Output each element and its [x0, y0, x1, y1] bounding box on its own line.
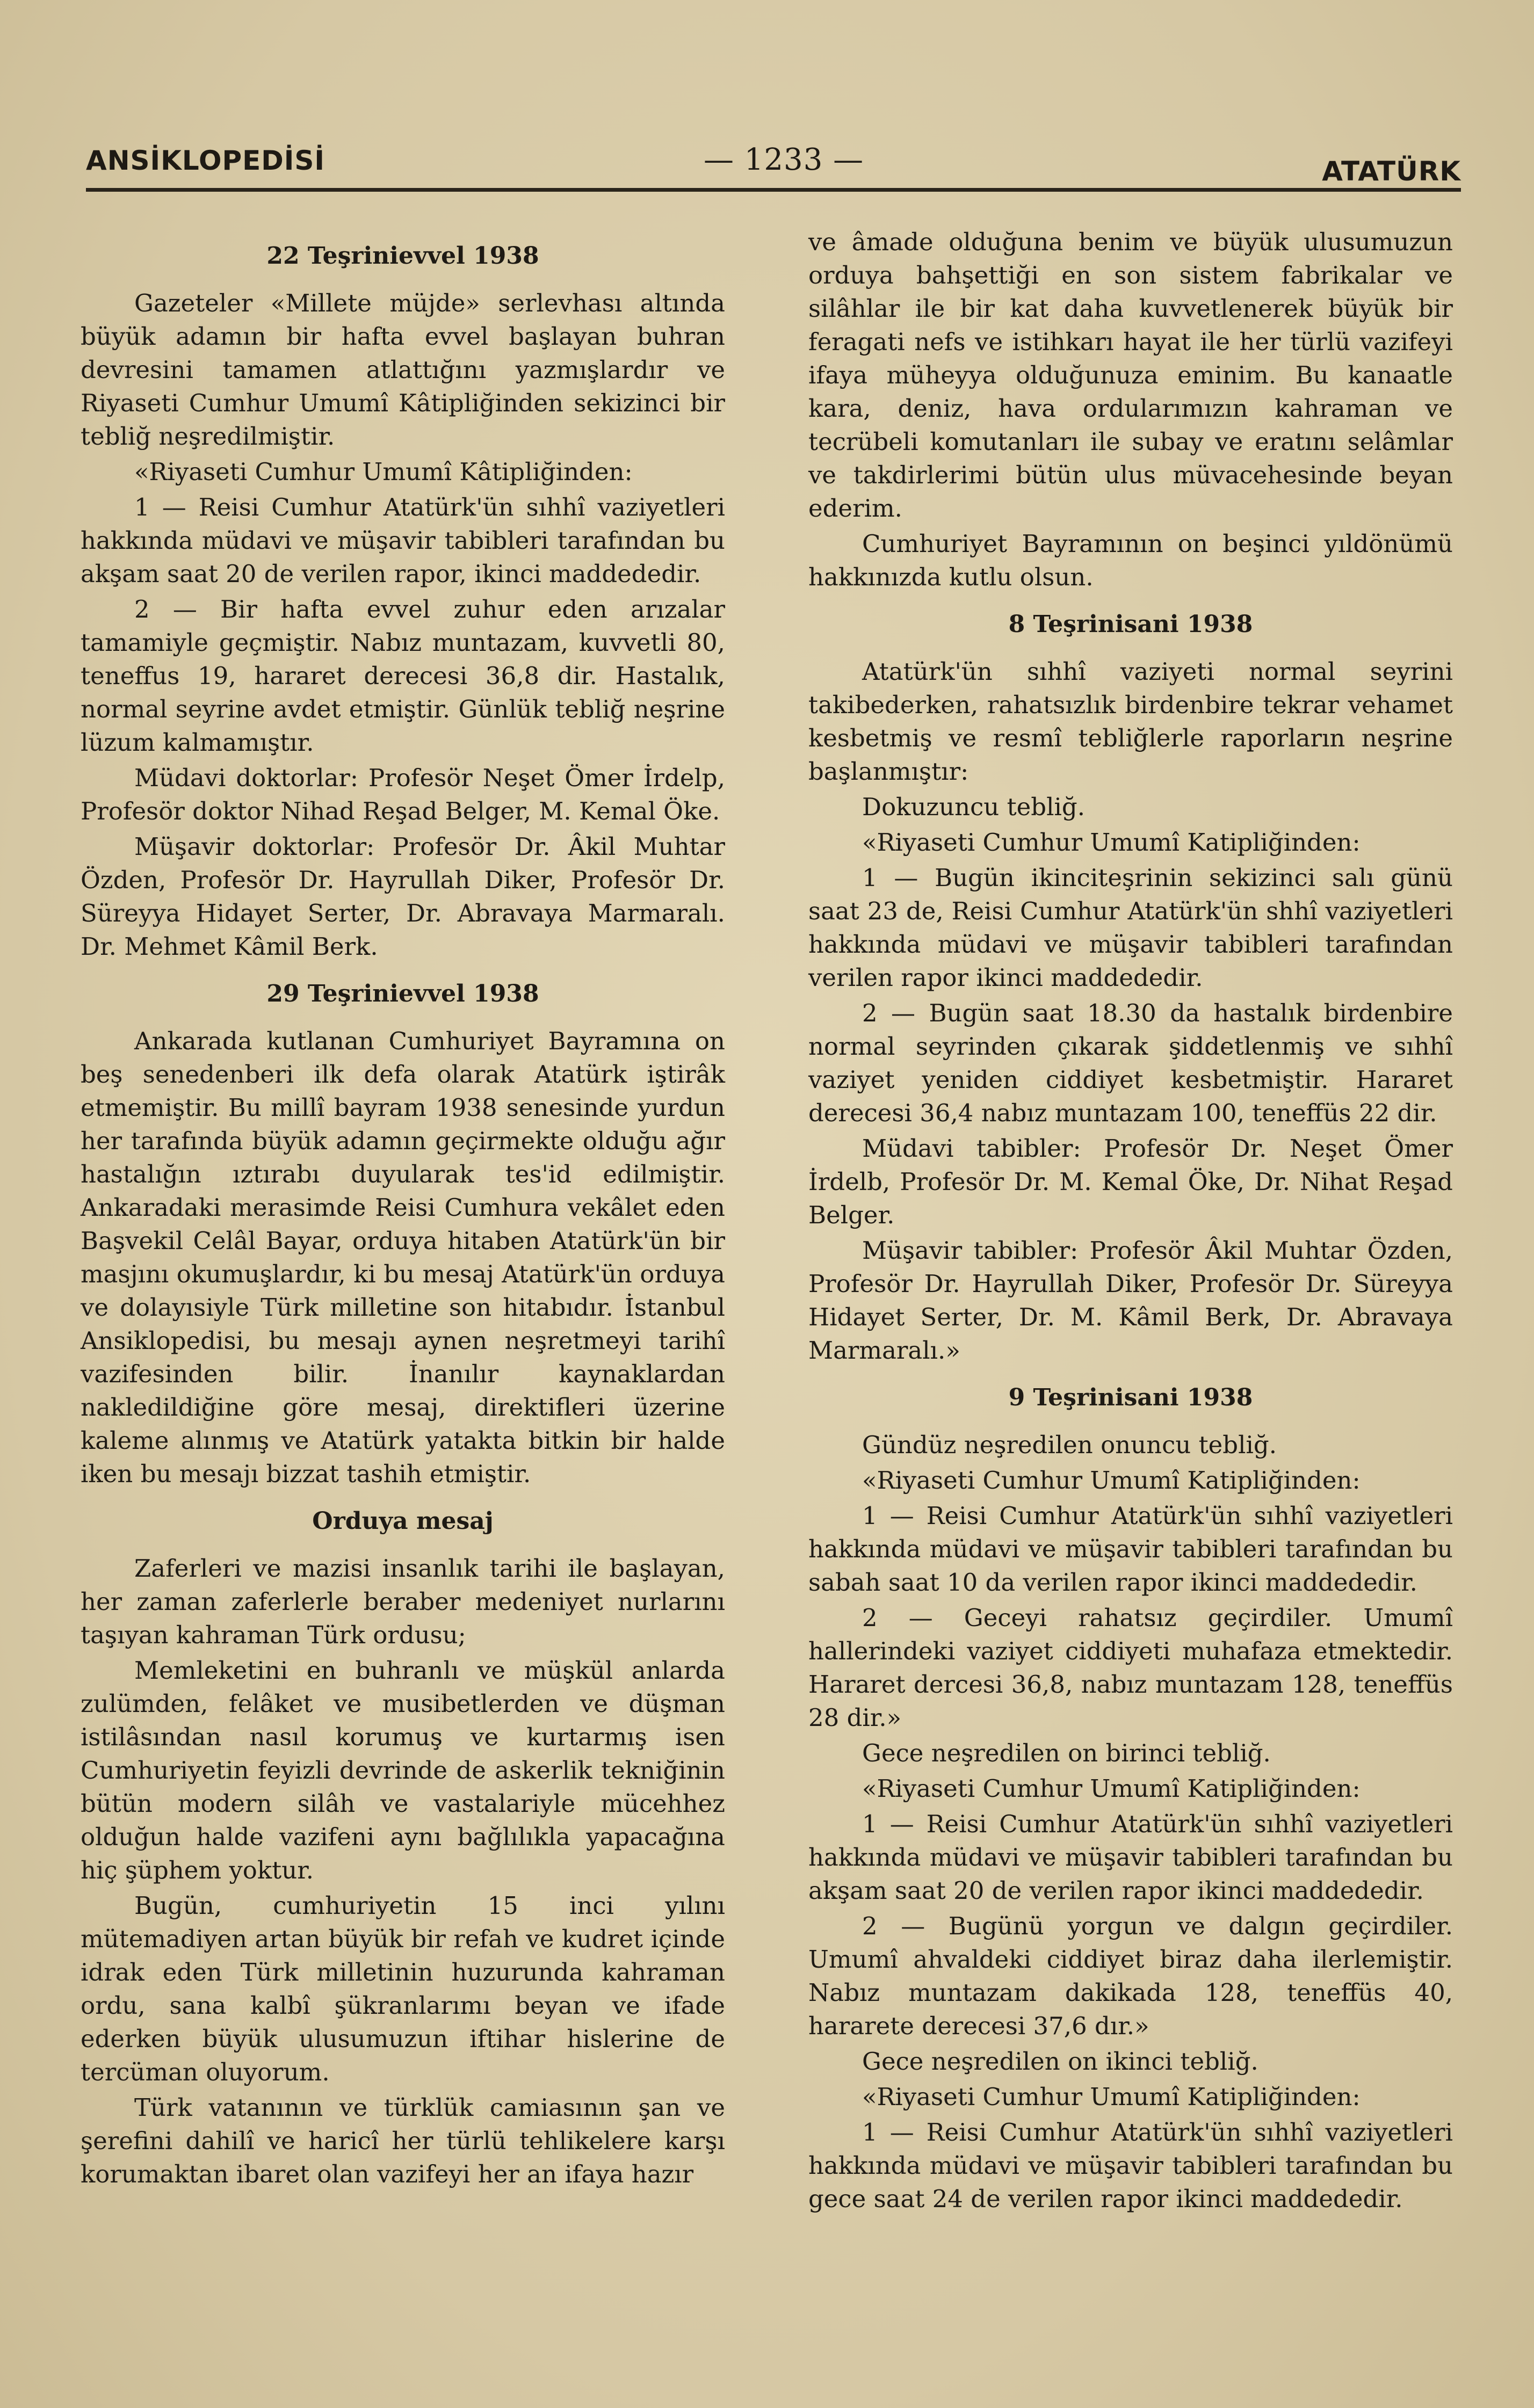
paragraph: 2 — Geceyi rahatsız geçirdiler. Umumî hallerindeki vaziyet ciddiyeti muhafaza etmektedir. Hararet dercesi 36,8, nabız muntazam 128, teneffüs 28 dir.»	[808, 1604, 1453, 1732]
paragraph: ve âmade olduğuna benim ve büyük ulusumuzun orduya bahşettiği en son sistem fabrikalar ve silâhlar ile bir kat daha kuvvetlenerek büyük bir feragati nefs ve istihkarı hayat ile her türlü vazifeyi ifaya müheyya olduğunuza eminim. Bu kanaatle kara, deniz, hava ordularımızın kahraman ve tecrübeli komutanları ile subay ve eratını selâmlar ve takdirlerimi bütün ulus müvacehesinde beyan ederim.	[808, 228, 1453, 523]
paragraph: Cumhuriyet Bayramının on beşinci yıldönümü hakkınızda kutlu olsun.	[808, 530, 1453, 591]
header-rule	[86, 188, 1461, 192]
paragraph: Müdavi tabibler: Profesör Dr. Neşet Ömer İrdelb, Profesör Dr. M. Kemal Öke, Dr. Nihat Reşad Belger.	[808, 1134, 1453, 1229]
paragraph: 1 — Bugün ikinciteşrinin sekizinci salı günü saat 23 de, Reisi Cumhur Atatürk'ün shhî vaziyetleri hakkında müdavi ve müşavir tabibleri tarafından verilen rapor ikinci maddededir.	[808, 864, 1453, 992]
paragraph: Memleketini en buhranlı ve müşkül anlarda zulümden, felâket ve musibetlerden ve düşman istilâsından nasıl korumuş ve kurtarmış isen Cumhuriyetin feyizli devrinde de askerlik tekniğinin bütün modern silâh ve vastalariyle mücehhez olduğun halde vazifeni aynı bağlılıkla yapacağına hiç şüphem yoktur.	[81, 1656, 725, 1884]
paragraph: Müdavi doktorlar: Profesör Neşet Ömer İrdelp, Profesör doktor Nihad Reşad Belger, M. Kemal Öke.	[81, 764, 725, 825]
paragraph: «Riyaseti Cumhur Umumî Katipliğinden:	[862, 1466, 1361, 1495]
paragraph: «Riyaseti Cumhur Umumî Katipliğinden:	[862, 828, 1361, 857]
paragraph: 2 — Bir hafta evvel zuhur eden arızalar tamamiyle geçmiştir. Nabız muntazam, kuvvetli 80, teneffus 19, hararet derecesi 36,8 dir. Hastalık, normal seyrine avdet etmiştir. Günlük tebliğ neşrine lüzum kalmamıştır.	[81, 595, 725, 757]
paragraph: Gece neşredilen on ikinci tebliğ.	[862, 2047, 1258, 2076]
paragraph: Atatürk'ün sıhhî vaziyeti normal seyrini takibederken, rahatsızlık birdenbire tekrar vehamet kesbetmiş ve resmî tebliğlerle raporların neşrine başlanmıştır:	[808, 657, 1453, 786]
paragraph: Gündüz neşredilen onuncu tebliğ.	[862, 1431, 1277, 1459]
section-heading: 8 Teşrinisani 1938	[1008, 611, 1253, 638]
paragraph: 2 — Bugünü yorgun ve dalgın geçirdiler. Umumî ahvaldeki ciddiyet biraz daha ilerlemiştir. Nabız muntazam dakikada 128, teneffüs 40, hararete derecesi 37,6 dır.»	[808, 1912, 1453, 2040]
paragraph: Dokuzuncu tebliğ.	[862, 793, 1085, 821]
page-number: — 1233 —	[704, 142, 864, 177]
section-heading: 29 Teşrinievvel 1938	[266, 980, 539, 1007]
paragraph: Müşavir doktorlar: Profesör Dr. Âkil Muhtar Özden, Profesör Dr. Hayrullah Diker, Profesör Dr. Süreyya Hidayet Serter, Dr. Abravaya Marmaralı. Dr. Mehmet Kâmil Berk.	[81, 832, 725, 961]
paragraph: «Riyaseti Cumhur Umumî Kâtipliğinden:	[134, 458, 633, 486]
paragraph: 1 — Reisi Cumhur Atatürk'ün sıhhî vaziyetleri hakkında müdavi ve müşavir tabibleri tarafından bu akşam saat 20 de verilen rapor, ikinci maddededir.	[81, 493, 725, 588]
section-heading: 22 Teşrinievvel 1938	[266, 242, 539, 270]
page-header	[86, 134, 1461, 193]
paragraph: Müşavir tabibler: Profesör Âkil Muhtar Özden, Profesör Dr. Hayrullah Diker, Profesör Dr. Süreyya Hidayet Serter, Dr. M. Kâmil Berk, Dr. Abravaya Marmaralı.»	[808, 1236, 1453, 1365]
section-heading: Orduya mesaj	[312, 1507, 494, 1535]
paragraph: Türk vatanının ve türklük camiasının şan ve şerefini dahilî ve haricî her türlü tehlikelere karşı korumaktan ibaret olan vazifeyi her an ifaya hazır	[81, 2093, 725, 2188]
paragraph: 2 — Bugün saat 18.30 da hastalık birdenbire normal seyrinden çıkarak şiddetlenmiş ve sıhhî vaziyet yeniden ciddiyet kesbetmiştir. Hararet derecesi 36,4 nabız muntazam 100, teneffüs 22 dir.	[808, 999, 1453, 1127]
paragraph: 1 — Reisi Cumhur Atatürk'ün sıhhî vaziyetleri hakkında müdavi ve müşavir tabibleri tarafından bu gece saat 24 de verilen rapor ikinci maddededir.	[808, 2118, 1453, 2213]
paragraph: 1 — Reisi Cumhur Atatürk'ün sıhhî vaziyetleri hakkında müdavi ve müşavir tabibleri tarafından bu sabah saat 10 da verilen rapor ikinci maddededir.	[808, 1502, 1453, 1597]
paragraph: Gazeteler «Millete müjde» serlevhası altında büyük adamın bir hafta evvel başlayan buhran devresini tamamen atlattığını yazmışlardır ve Riyaseti Cumhur Umumî Kâtipliğinden sekizinci bir tebliğ neşredilmiştir.	[81, 289, 725, 451]
paragraph: Bugün, cumhuriyetin 15 inci yılını mütemadiyen artan büyük bir refah ve kudret içinde idrak eden Türk milletinin huzurunda kahraman ordu, sana kalbî şükranlarımı beyan ve ifade ederken büyük ulusumuzun iftihar hislerine de tercüman oluyorum.	[81, 1891, 725, 2086]
paragraph: «Riyaseti Cumhur Umumî Katipliğinden:	[862, 2083, 1361, 2111]
right-column	[808, 226, 1453, 2218]
paragraph: Ankarada kutlanan Cumhuriyet Bayramına on beş senedenberi ilk defa olarak Atatürk iştirâk etmemiştir. Bu millî bayram 1938 senesinde yurdun her tarafında büyük adamın geçirmekte olduğu ağır hastalığın ıztırabı duyularak tes'id edilmiştir. Ankaradaki merasimde Reisi Cumhura vekâlet eden Başvekil Celâl Bayar, orduya hitaben Atatürk'ün bir masjını okumuşlardır, ki bu mesaj Atatürk'ün orduya ve dolayısiyle Türk milletine son hitabıdır. İstanbul Ansiklopedisi, bu mesajı aynen neşretmeyi tarihî vazifesinden bilir. İnanılır kaynaklardan nakledildiğine göre mesaj, direktifleri üzerine kaleme alınmış ve Atatürk yatakta bitkin bir halde iken bu mesajı bizzat tashih etmiştir.	[81, 1027, 725, 1488]
running-head-right: ATATÜRK	[1322, 156, 1461, 187]
paragraph: Zaferleri ve mazisi insanlık tarihi ile başlayan, her zaman zaferlerle beraber medeniyet nurlarını taşıyan kahraman Türk ordusu;	[81, 1554, 725, 1649]
paragraph: «Riyaseti Cumhur Umumî Katipliğinden:	[862, 1774, 1361, 1803]
paragraph: Gece neşredilen on birinci tebliğ.	[862, 1739, 1271, 1767]
running-head-left: ANSİKLOPEDİSİ	[86, 145, 325, 176]
left-column	[81, 226, 725, 2193]
section-heading: 9 Teşrinisani 1938	[1008, 1384, 1253, 1411]
paragraph: 1 — Reisi Cumhur Atatürk'ün sıhhî vaziyetleri hakkında müdavi ve müşavir tabibleri tarafından bu akşam saat 20 de verilen rapor ikinci maddededir.	[808, 1810, 1453, 1905]
